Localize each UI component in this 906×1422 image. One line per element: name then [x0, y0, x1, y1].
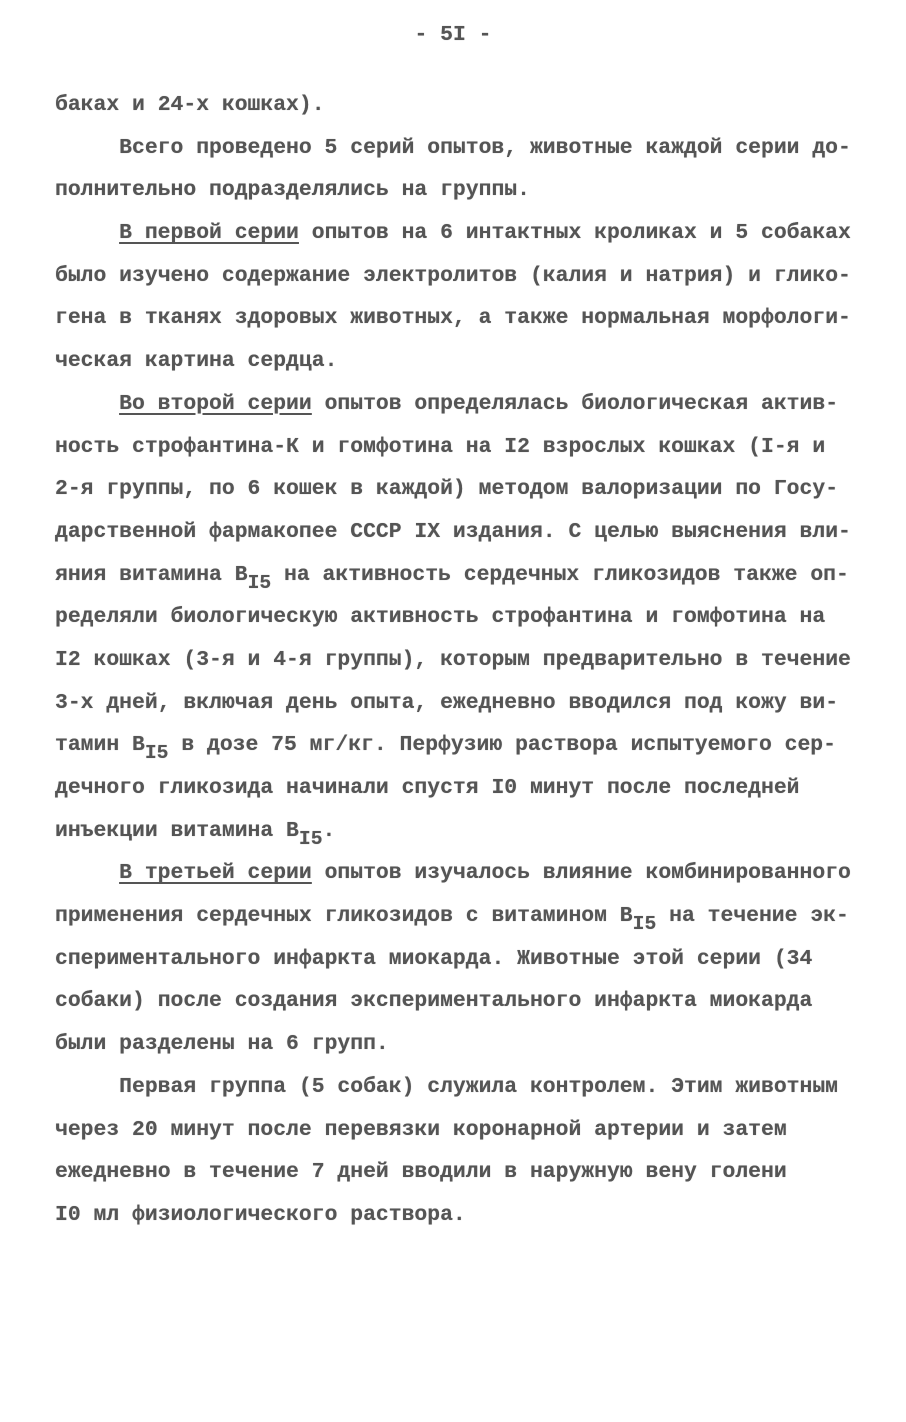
text-segment: были разделены на 6 групп. [55, 1032, 389, 1057]
text-line [55, 938, 875, 981]
text-segment: тамин B [55, 733, 145, 758]
text-line [55, 724, 875, 767]
text-segment: опытов изучалось влияние комбинированного [311, 861, 851, 886]
text-line [55, 1194, 875, 1237]
text-segment: I0 мл физиологического раствора. [55, 1202, 466, 1227]
text-line [55, 468, 875, 511]
text-segment: дарственной фармакопее СССР IX издания. С целью выяснения вли- [55, 519, 851, 544]
text-segment: ческая картина сердца. [55, 349, 338, 374]
text-line [55, 639, 875, 682]
text-segment: применения сердечных гликозидов с витамином B [55, 904, 633, 929]
text-segment: баках и 24-х кошках). [55, 93, 325, 117]
text-line [55, 895, 875, 938]
text-line [55, 1023, 875, 1066]
text-segment: через 20 минут после перевязки коронарной артерии и затем [55, 1117, 787, 1142]
text-segment: ежедневно в течение 7 дней вводили в наружную вену голени [55, 1160, 787, 1185]
text-segment: в дозе 75 мг/кг. Перфузию раствора испытуемого сер- [168, 733, 836, 758]
subscript-text: I5 [144, 742, 169, 765]
text-line [55, 212, 875, 255]
text-line [55, 767, 875, 810]
text-segment: 3-х дней, включая день опыта, ежедневно вводился под кожу ви- [55, 690, 839, 715]
text-segment: собаки) после создания экспериментального инфаркта миокарда [55, 989, 813, 1014]
text-line [55, 127, 875, 170]
text-segment: спериментального инфаркта миокарда. Животные этой серии (34 [55, 946, 813, 971]
text-segment: на течение эк- [656, 904, 849, 929]
text-segment: Первая группа (5 собак) служила контролем. Этим животным [119, 1074, 839, 1099]
text-segment: опытов на 6 интактных кроликах и 5 собаках [298, 221, 851, 246]
subscript-text: I5 [247, 571, 272, 594]
document-body [55, 84, 875, 1237]
text-line [55, 169, 875, 212]
subscript-text: I5 [298, 827, 323, 850]
text-segment: ределяли биологическую активность строфантина и гомфотина на [55, 605, 826, 630]
text-line [55, 810, 875, 853]
subscript-text: I5 [632, 913, 657, 936]
series-heading: В первой серии [119, 221, 299, 246]
text-line [55, 596, 875, 639]
text-segment: дечного гликозида начинали спустя I0 минут после последней [55, 776, 800, 800]
series-heading: В третьей серии [119, 861, 312, 886]
text-line [55, 255, 875, 298]
text-line [55, 1066, 875, 1109]
text-line [55, 84, 875, 127]
text-line [55, 1151, 875, 1194]
text-line [55, 297, 875, 340]
series-heading: Во второй серии [119, 391, 312, 416]
text-line [55, 852, 875, 895]
text-line [55, 383, 875, 426]
text-line [55, 1109, 875, 1152]
text-segment: инъекции витамина B [55, 818, 299, 843]
text-line [55, 340, 875, 383]
text-segment: I2 кошках (3-я и 4-я группы), которым предварительно в течение [55, 647, 851, 672]
text-segment: яния витамина B [55, 562, 248, 587]
text-segment: опытов определялась биологическая актив- [311, 391, 839, 416]
text-segment: гена в тканях здоровых животных, а также нормальная морфологи- [55, 306, 851, 331]
text-segment: было изучено содержание электролитов (калия и натрия) и глико- [55, 263, 851, 288]
text-line [55, 511, 875, 554]
text-line [55, 554, 875, 597]
text-line [55, 682, 875, 725]
text-segment: Всего проведено 5 серий опытов, животные каждой серии до- [119, 135, 851, 160]
page-number: - 5I - [414, 23, 492, 47]
text-segment: 2-я группы, по 6 кошек в каждой) методом валоризации по Госу- [55, 477, 839, 502]
text-line [55, 426, 875, 469]
text-segment: . [322, 818, 336, 843]
text-segment: полнительно подразделялись на группы. [55, 178, 530, 203]
text-segment: ность строфантина-К и гомфотина на I2 взрослых кошках (I-я и [55, 434, 826, 459]
text-segment: на активность сердечных гликозидов также оп- [271, 562, 849, 587]
text-line [55, 980, 875, 1023]
